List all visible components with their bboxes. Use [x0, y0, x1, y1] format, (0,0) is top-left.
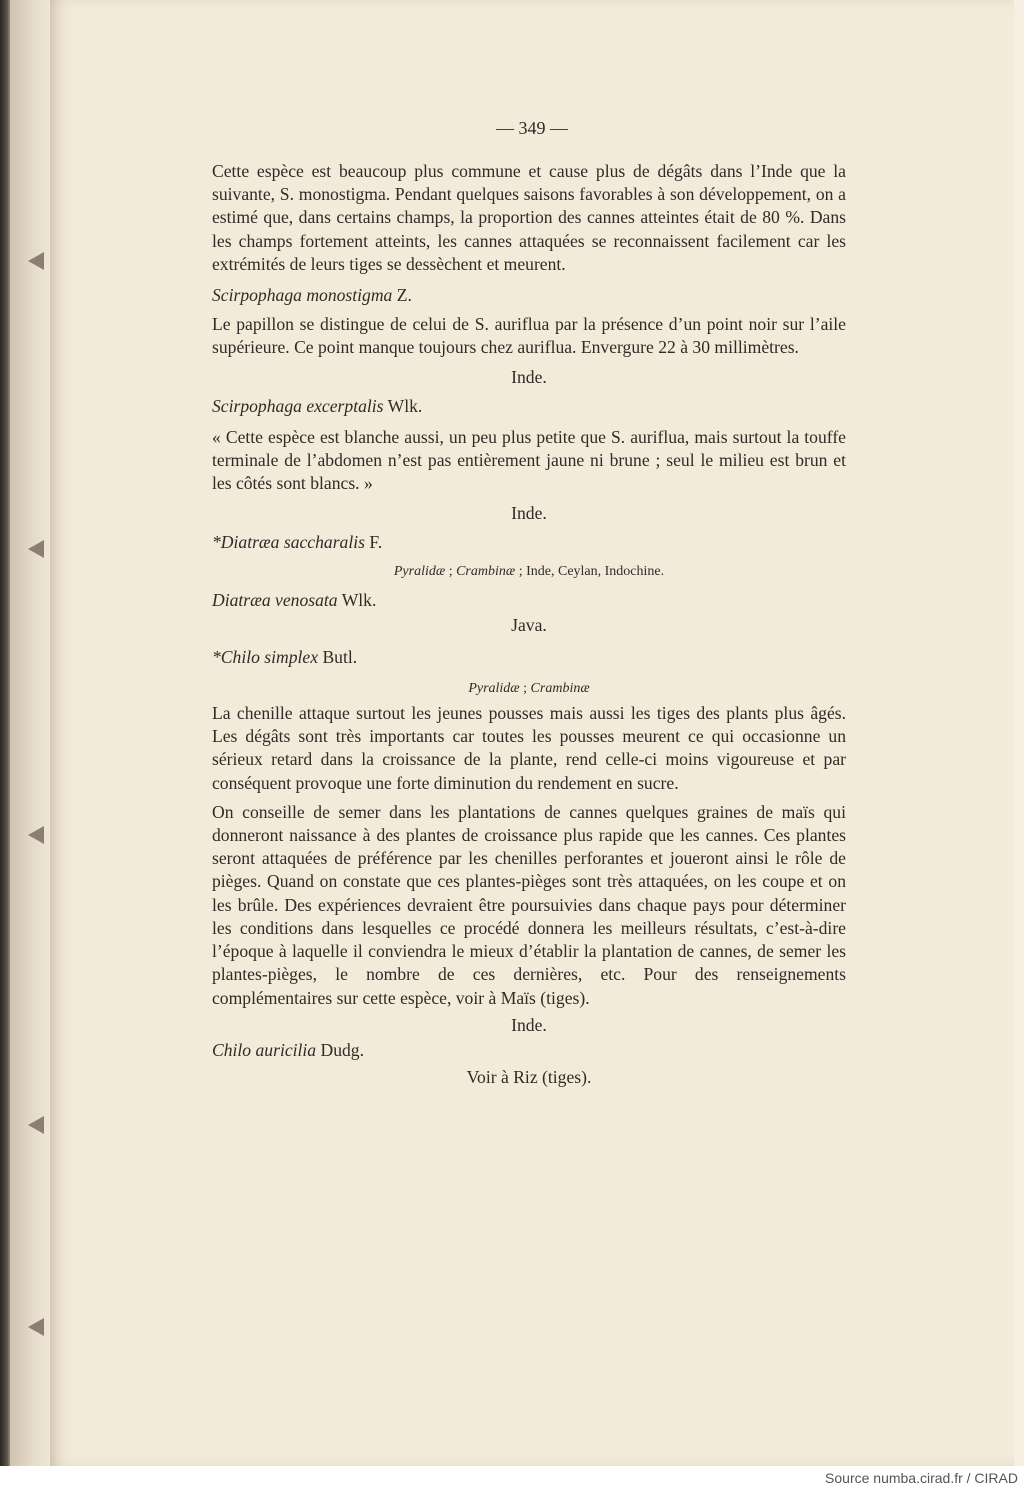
page-edges: [10, 0, 51, 1466]
paragraph: La chenille attaque surtout les jeunes pousses mais aussi les tiges des plants plus âgés. Les dégâts sont très importants car toutes les pousses meurent ce qui occasionne un sérieux retard dans la croissance de la plante, rend celle-ci moins vigoureuse et par conséquent provoque une forte diminution du rendement en sucre.: [212, 703, 846, 793]
species-author: Butl.: [318, 646, 358, 667]
binding-tab: [28, 826, 44, 844]
family-line: [212, 560, 846, 583]
species-name: Diatræa venosata: [212, 590, 338, 611]
species-author: Wlk.: [337, 590, 377, 611]
species-heading: [212, 284, 846, 307]
separator: ;: [519, 680, 531, 696]
paragraph: « Cette espèce est blanche aussi, un peu plus petite que S. auriflua, mais surtout la touffe terminale de l’abdomen n’est pas entièrement jaune ni brune ; seul le milieu est brun et les côtés sont blancs. »: [212, 427, 846, 494]
paragraph: Cette espèce est beaucoup plus commune et cause plus de dégâts dans l’Inde que la suivante, S. monostigma. Pendant quelques saisons favorables à son développement, on a estimé que, dans certains champs, la proportion des cannes atteintes était de 80 %. Dans les champs fortement atteints, les cannes attaquées se reconnaissent facilement car les extrémités de leurs tiges se dessèchent et meurent.: [212, 161, 846, 274]
paragraph: On conseille de semer dans les plantations de cannes quelques graines de maïs qui donneront naissance à des plantes de croissance plus rapide que les cannes. Ces plantes seront attaquées de préférence par les chenilles perforantes et joueront ainsi le rôle de pièges. Quand on constate que ces plantes-pièges sont très attaquées, on les coupe et on les brûle. Des expériences devraient être poursuivies dans chaque pays pour déterminer les conditions dans lesquelles ce procédé donnera les meilleurs résultats, c’est-à-dire l’époque à laquelle il conviendra le mieux d’établir la plantation de cannes, de semer les plantes-pièges, le nombre de ces dernières, etc. Pour des renseignements complémentaires sur cette espèce, voir à Maïs (tiges).: [212, 801, 846, 1008]
page-sheet: [50, 0, 1014, 1466]
binding-tab: [28, 252, 44, 270]
separator: ;: [445, 564, 457, 580]
subfamily-name: Crambinæ: [530, 680, 590, 696]
species-heading: [212, 395, 846, 418]
page-body: [212, 160, 846, 1089]
species-heading: [212, 646, 846, 669]
species-heading: [212, 1039, 846, 1062]
book-spine: [0, 0, 10, 1466]
species-name: Scirpophaga excerptalis: [212, 395, 384, 416]
species-author: Z.: [392, 285, 412, 306]
locality: Inde.: [511, 366, 547, 387]
species-heading: [212, 531, 846, 554]
locality: Inde.: [511, 502, 547, 523]
page-number: — 349 —: [496, 118, 568, 138]
family-name: Pyralidæ: [393, 564, 446, 580]
locality: Inde.: [511, 1014, 547, 1035]
species-author: Dudg.: [316, 1039, 365, 1060]
subfamily-name: Crambinæ: [456, 564, 516, 580]
source-credit: Source numba.cirad.fr / CIRAD: [825, 1470, 1018, 1486]
species-name: *Chilo simplex: [212, 646, 319, 667]
binding-tab: [28, 1116, 44, 1134]
species-name: Chilo auricilia: [212, 1039, 317, 1060]
species-heading: [212, 589, 846, 612]
cross-reference: Voir à Riz (tiges).: [466, 1067, 592, 1088]
species-author: F.: [364, 531, 383, 552]
binding-tab: [28, 1318, 44, 1336]
locality: Java.: [511, 615, 547, 636]
family-name: Pyralidæ: [468, 680, 520, 696]
distribution: ; Inde, Ceylan, Indochine.: [515, 564, 665, 580]
paragraph: Le papillon se distingue de celui de S. auriflua par la présence d’un point noir sur l’aile supérieure. Ce point manque toujours chez auriflua. Envergure 22 à 30 millimètres.: [212, 314, 846, 358]
species-author: Wlk.: [383, 395, 423, 416]
species-name: Scirpophaga monostigma: [212, 285, 393, 306]
binding-tab: [28, 540, 44, 558]
species-name: *Diatræa saccharalis: [212, 531, 365, 552]
family-line: [212, 677, 846, 700]
